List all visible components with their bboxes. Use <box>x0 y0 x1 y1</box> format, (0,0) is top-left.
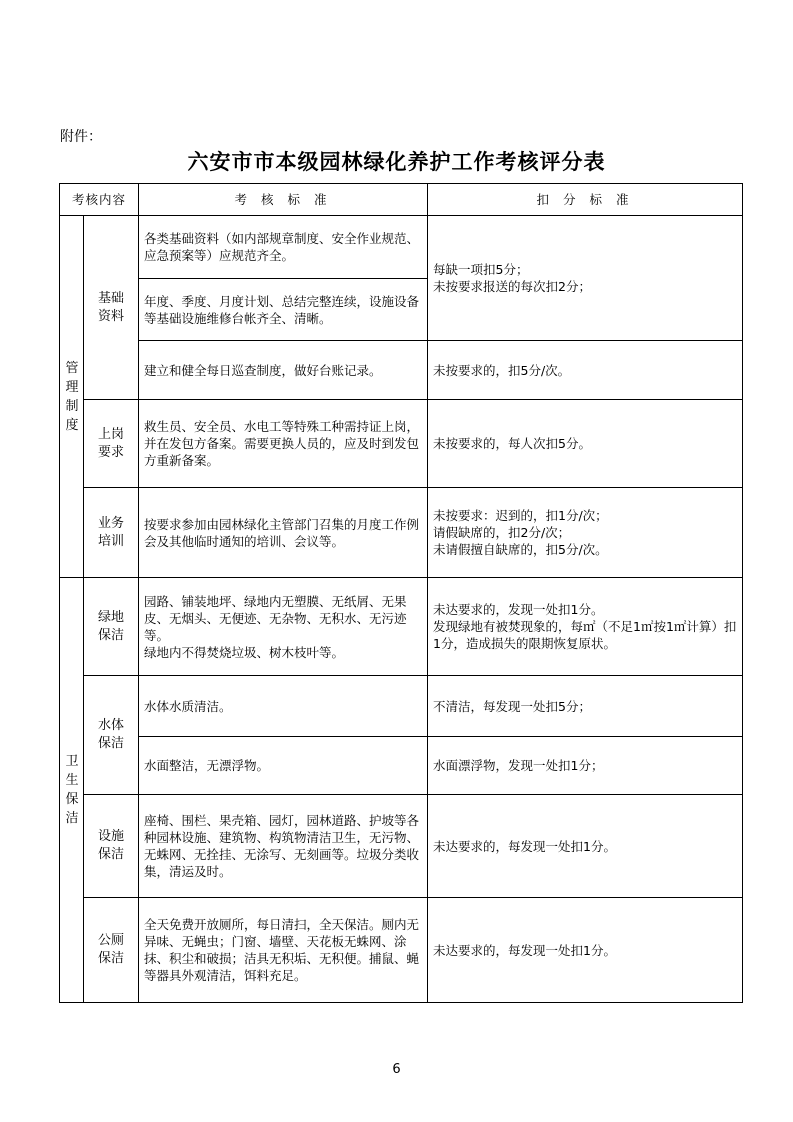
standard-cell: 年度、季度、月度计划、总结完整连续，设施设备等基础设施维修台帐齐全、清晰。 <box>139 279 428 341</box>
header-standard: 考 核 标 准 <box>139 184 428 216</box>
table-row <box>60 676 743 737</box>
deduction-cell: 未达要求的，每发现一处扣1分。 <box>428 795 743 898</box>
table-header-row <box>60 184 743 216</box>
table-row <box>60 578 743 676</box>
group-water-cleaning: 水体保洁 <box>84 676 139 795</box>
category-sanitation: 卫生保洁 <box>60 578 84 1003</box>
header-content: 考核内容 <box>60 184 139 216</box>
group-training: 业务培训 <box>84 488 139 578</box>
standard-cell: 按要求参加由园林绿化主管部门召集的月度工作例会及其他临时通知的培训、会议等。 <box>139 488 428 578</box>
evaluation-table <box>59 183 743 1003</box>
group-green-cleaning: 绿地保洁 <box>84 578 139 676</box>
standard-cell: 建立和健全每日巡查制度，做好台账记录。 <box>139 341 428 400</box>
page-number: 6 <box>392 1062 401 1077</box>
standard-cell: 园路、铺装地坪、绿地内无塑膜、无纸屑、无果皮、无烟头、无便迹、无杂物、无积水、无污迹等。 绿地内不得焚烧垃圾、树木枝叶等。 <box>139 578 428 676</box>
table-row <box>60 795 743 898</box>
header-deduction: 扣 分 标 准 <box>428 184 743 216</box>
table-row <box>60 216 743 279</box>
standard-cell: 座椅、围栏、果壳箱、园灯，园林道路、护坡等各种园林设施、建筑物、构筑物清洁卫生，无污物、无蛛网、无拴挂、无涂写、无刻画等。垃圾分类收集，清运及时。 <box>139 795 428 898</box>
deduction-cell: 未按要求的，扣5分/次。 <box>428 341 743 400</box>
table-row <box>60 898 743 1003</box>
group-facility-cleaning: 设施保洁 <box>84 795 139 898</box>
standard-cell: 水面整洁，无漂浮物。 <box>139 737 428 795</box>
table-row <box>60 400 743 488</box>
group-basic-docs: 基础资料 <box>84 216 139 400</box>
standard-cell: 各类基础资料（如内部规章制度、安全作业规范、应急预案等）应规范齐全。 <box>139 216 428 279</box>
category-management: 管理制度 <box>60 216 84 578</box>
table-row <box>60 341 743 400</box>
deduction-cell: 未达要求的，发现一处扣1分。 发现绿地有被焚现象的，每㎡（不足1㎡按1㎡计算）扣1分，造成损失的限期恢复原状。 <box>428 578 743 676</box>
group-toilet-cleaning: 公厕保洁 <box>84 898 139 1003</box>
deduction-cell: 每缺一项扣5分； 未按要求报送的每次扣2分； <box>428 216 743 341</box>
document-title: 六安市市本级园林绿化养护工作考核评分表 <box>187 150 606 174</box>
attachment-label: 附件： <box>60 129 102 145</box>
standard-cell: 全天免费开放厕所，每日清扫，全天保洁。厕内无异味、无蝇虫；门窗、墙壁、天花板无蛛网、涂抹、积尘和破损；洁具无积垢、无积便。捕鼠、蝇等器具外观清洁，饵料充足。 <box>139 898 428 1003</box>
deduction-cell: 未达要求的，每发现一处扣1分。 <box>428 898 743 1003</box>
table-row <box>60 737 743 795</box>
deduction-cell: 未按要求：迟到的，扣1分/次； 请假缺席的，扣2分/次； 未请假擅自缺席的，扣5分/次。 <box>428 488 743 578</box>
deduction-cell: 水面漂浮物，发现一处扣1分； <box>428 737 743 795</box>
deduction-cell: 不清洁，每发现一处扣5分； <box>428 676 743 737</box>
table-row <box>60 488 743 578</box>
standard-cell: 水体水质清洁。 <box>139 676 428 737</box>
deduction-cell: 未按要求的，每人次扣5分。 <box>428 400 743 488</box>
standard-cell: 救生员、安全员、水电工等特殊工种需持证上岗，并在发包方备案。需要更换人员的，应及时到发包方重新备案。 <box>139 400 428 488</box>
group-job-requirements: 上岗要求 <box>84 400 139 488</box>
